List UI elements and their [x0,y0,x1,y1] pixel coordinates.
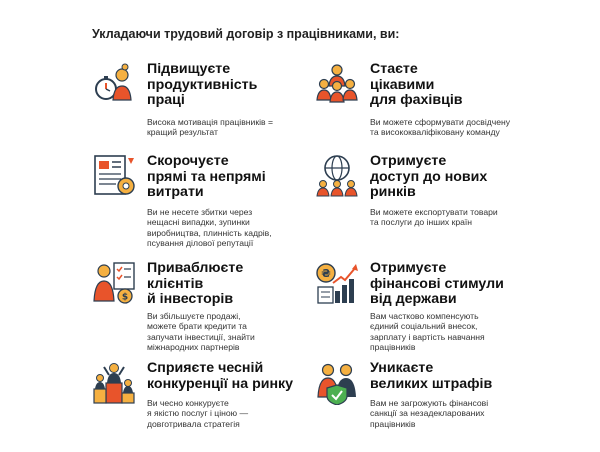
svg-text:₴: ₴ [321,267,331,280]
benefit-title: Отримуєте фінансові стимули від держави [370,260,504,307]
intro-heading: Укладаючи трудовий договір з працівниками, ви: [92,27,400,41]
benefit-description: Висока мотивація працівників = кращий результат [147,117,273,138]
globe-people-icon [315,154,359,198]
svg-text:$: $ [121,292,129,303]
benefit-title: Уникаєте великих штрафів [370,360,493,392]
benefit-title: Підвищуєте продуктивність праці [147,61,258,108]
benefit-title: Приваблюєте клієнтів й інвесторів [147,260,244,307]
benefit-title: Сприяєте чесній конкуренції на ринку [147,360,294,392]
stopwatch-worker-icon [92,62,136,106]
podium-icon [92,361,136,405]
cost-report-icon [92,154,136,198]
benefit-description: Ви можете сформувати досвідчену та висококваліфіковану команду [370,117,511,138]
team-icon [315,62,359,106]
benefit-title: Стаєте цікавими для фахівців [370,61,463,108]
benefit-description: Ви не несете збитки через нещасні випадки, зупинки виробництва, плинність кадрів, псування ділової репутації [147,207,272,249]
benefit-description: Вам частково компенсують єдиний соціальний внесок, зарплату і вартість навчання працівників [370,311,485,353]
benefit-description: Ви збільшуєте продажі, можете брати кредити та запучати інвестиції, знайти міжнародних партнерів [147,311,255,353]
benefit-description: Вам не загрожують фінансові санкції за незадекларованих працівників [370,398,489,429]
benefit-description: Ви можете експортувати товари та послуги до інших країн [370,207,498,228]
growth-chart-icon [315,261,359,305]
investor-icon [92,261,136,305]
shield-people-icon [315,361,359,405]
benefit-description: Ви чесно конкуруєте я якістю послуг і ціною — довготривала стратегія [147,398,249,429]
benefit-title: Отримуєте доступ до нових ринків [370,153,488,200]
benefit-title: Скорочуєте прямі та непрямі витрати [147,153,266,200]
